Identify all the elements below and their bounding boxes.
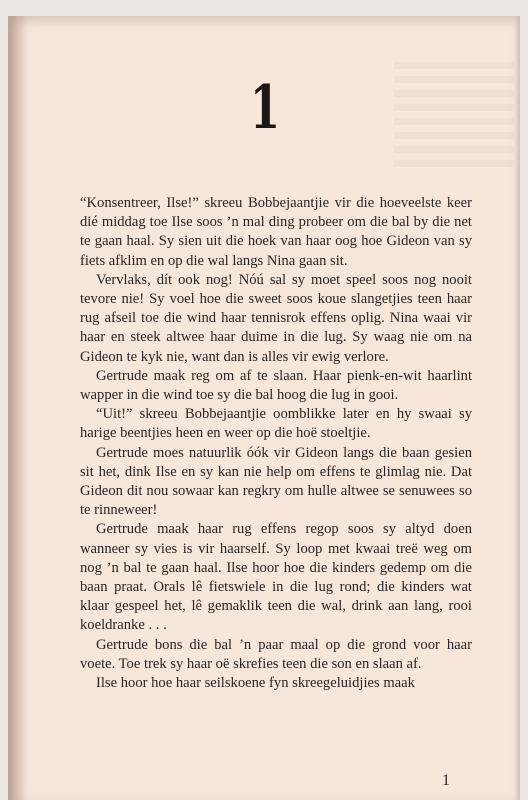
paragraph-7: Gertrude bons die bal ’n paar maal op die grond voor haar voete. Toe trek sy haar oë skrefies teen die son en slaan af. [80,636,472,672]
body-text [80,194,472,693]
paragraph-5: Gertrude moes natuurlik óók vir Gideon langs die baan gesien sit het, dink Ilse en sy kan nie help om effens te glimlag nie. Dat Gideon dit nou sowaar kan regkry om hulle altwee se senuwees so te rinneweer! [80,444,472,519]
page-edge [514,16,520,800]
paragraph-6: Gertrude maak haar rug effens regop soos sy altyd doen wanneer sy vies is vir haarself. Sy loop met kwaai treë weg om nog ’n bal te gaan haal. Ilse hoor hoe die kinders gedemp om die baan praat. Orals lê fietswiele in die lug rond; die kinders wat klaar gespeel het, lê gemaklik teen die wal, drink aan lang, rooi koeldranke . . . [80,521,472,634]
book-page [8,16,520,800]
paragraph-1: “Konsentreer, Ilse!” skreeu Bobbejaantjie vir die hoeveelste keer dié middag toe Ilse soos ’n mal ding probeer om die bal by die net te gaan haal. Sy sien uit die hoek van haar oog hoe Gideon van sy fiets afklim en op die wal langs Nina gaan sit. [80,195,472,269]
paragraph-3: Gertrude maak reg om af te slaan. Haar pienk-en-wit haarlint wapper in die wind toe sy die bal hoog die lug in gooi. [80,367,472,404]
paragraph-8: Ilse hoor hoe haar seilskoene fyn skreegeluidjies maak [96,675,415,692]
paragraph-2: Vervlaks, dít ook nog! Nóú sal sy moet speel soos nog nooit tevore nie! Sy voel hoe die sweet soos koue slangetjies teen haar rug afseil toe die wind haar tennisrok effens oplig. Nina waai vir haar en steek altwee haar duime in die lug. Sy waag nie om na Gideon te kyk nie, want dan is alles vir ewig verlore. [80,271,472,365]
page-number: 1 [442,772,450,789]
paragraph-4: “Uit!” skreeu Bobbejaantjie oomblikke later en hy swaai sy harige beentjies heen en weer op die hoë stoeltjie. [80,406,472,442]
spine-shadow [10,16,28,800]
chapter-number: 1 [249,73,281,143]
